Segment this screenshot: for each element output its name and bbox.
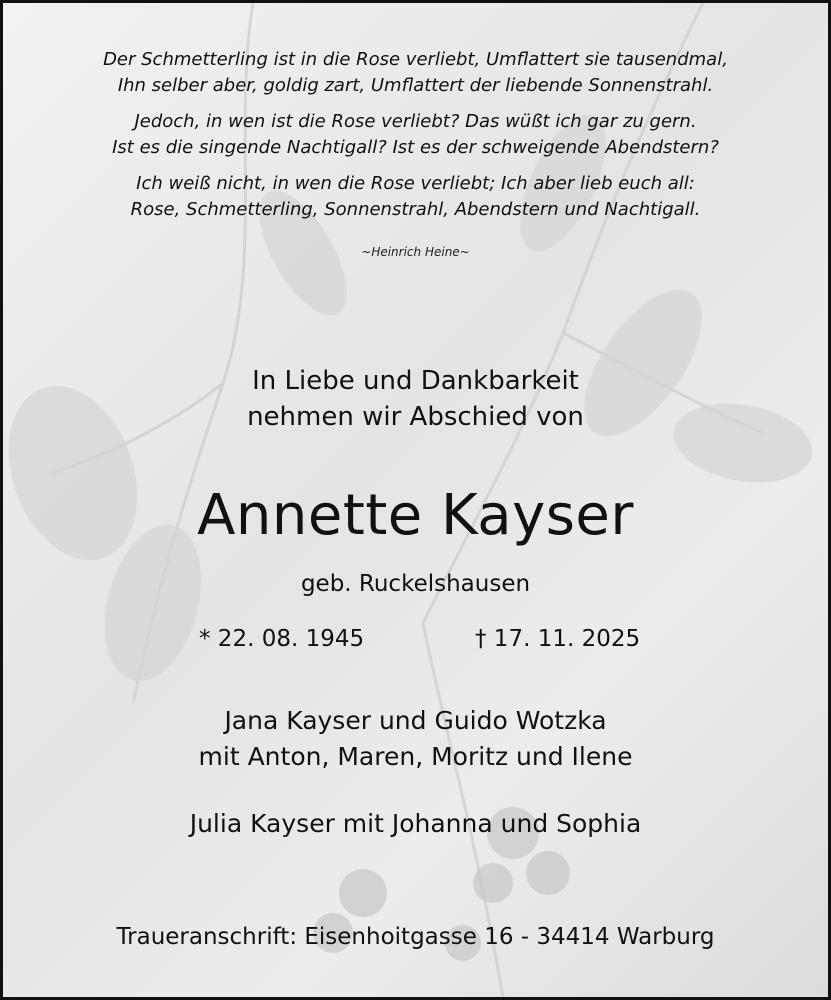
poem-author: ~Heinrich Heine~	[361, 245, 470, 259]
poem-line: Ich weiß nicht, in wen die Rose verliebt; Ich aber lieb euch all:	[136, 173, 695, 194]
life-dates	[3, 623, 828, 655]
mourners-group	[3, 703, 828, 775]
intro-line: nehmen wir Abschied von	[247, 402, 584, 432]
poem-line: Der Schmetterling ist in die Rose verliebt, Umflattert sie tausendmal,	[103, 49, 728, 70]
poem-line: Ihn selber aber, goldig zart, Umflattert der liebende Sonnenstrahl.	[117, 75, 714, 96]
deceased-name: Annette Kayser	[197, 483, 634, 548]
poem-line: Jedoch, in wen ist die Rose verliebt? Das wüßt ich gar zu gern.	[134, 111, 697, 132]
poem-stanza	[3, 109, 828, 161]
poem-line: Rose, Schmetterling, Sonnenstrahl, Abendstern und Nachtigall.	[130, 199, 701, 220]
farewell-intro	[3, 363, 828, 435]
mourners-group	[3, 807, 828, 841]
mourners-line: Jana Kayser und Guido Wotzka	[224, 706, 607, 735]
maiden-name: geb. Ruckelshausen	[300, 571, 531, 597]
poem	[3, 47, 828, 265]
intro-line: In Liebe und Dankbarkeit	[252, 366, 579, 396]
birth-date: * 22. 08. 1945	[199, 626, 365, 652]
poem-line: Ist es die singende Nachtigall? Ist es der schweigende Abendstern?	[112, 137, 719, 158]
mourners-line: mit Anton, Maren, Moritz und Ilene	[198, 742, 633, 771]
poem-stanza	[3, 47, 828, 99]
mourners-line: Julia Kayser mit Johanna und Sophia	[189, 809, 642, 838]
poem-stanza	[3, 171, 828, 223]
mourning-address: Traueranschrift: Eisenhoitgasse 16 - 34414 Warburg	[116, 924, 715, 950]
death-date: † 17. 11. 2025	[475, 626, 641, 652]
